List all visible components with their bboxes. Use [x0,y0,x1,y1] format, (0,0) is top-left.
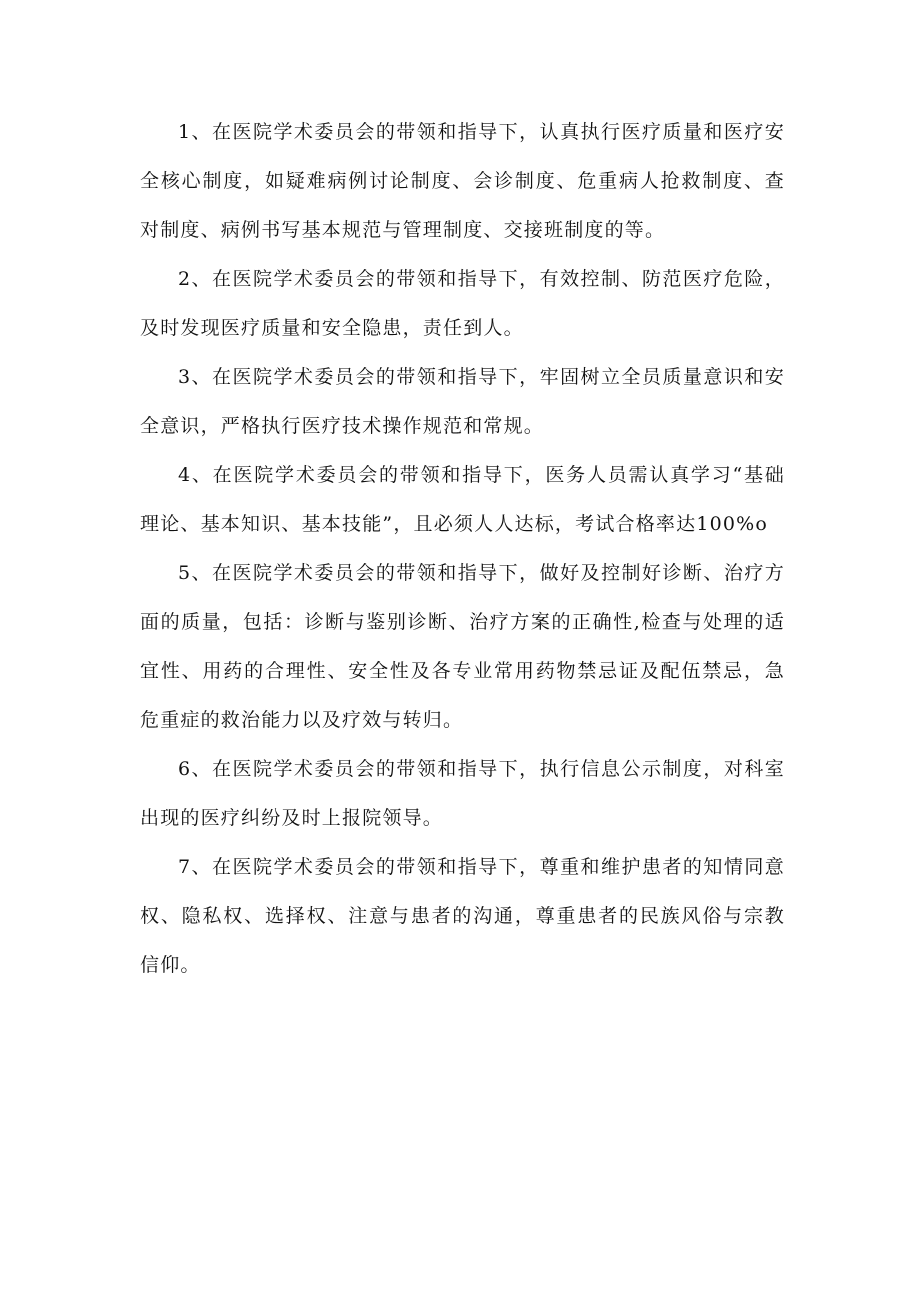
paragraph-3: 3、在医院学术委员会的带领和指导下，牢固树立全员质量意识和安全意识，严格执行医疗技术操作规范和常规。 [140,366,785,437]
paragraph-6: 6、在医院学术委员会的带领和指导下，执行信息公示制度，对科室出现的医疗纠纷及时上报院领导。 [140,758,785,829]
paragraph-5: 5、在医院学术委员会的带领和指导下，做好及控制好诊断、治疗方面的质量，包括：诊断与鉴别诊断、治疗方案的正确性,检查与处理的适宜性、用药的合理性、安全性及各专业常用药物禁忌证及配伍禁忌，急危重症的救治能力以及疗效与转归。 [140,562,785,731]
paragraph-4: 4、在医院学术委员会的带领和指导下，医务人员需认真学习“基础理论、基本知识、基本技能”，且必须人人达标，考试合格率达100%o [140,464,785,535]
paragraph-7: 7、在医院学术委员会的带领和指导下，尊重和维护患者的知情同意权、隐私权、选择权、注意与患者的沟通，尊重患者的民族风俗与宗教信仰。 [140,856,785,976]
document-body [140,108,785,990]
paragraph-2: 2、在医院学术委员会的带领和指导下，有效控制、防范医疗危险，及时发现医疗质量和安全隐患，责任到人。 [140,268,785,339]
paragraph-1: 1、在医院学术委员会的带领和指导下，认真执行医疗质量和医疗安全核心制度，如疑难病例讨论制度、会诊制度、危重病人抢救制度、查对制度、病例书写基本规范与管理制度、交接班制度的等。 [140,121,785,241]
